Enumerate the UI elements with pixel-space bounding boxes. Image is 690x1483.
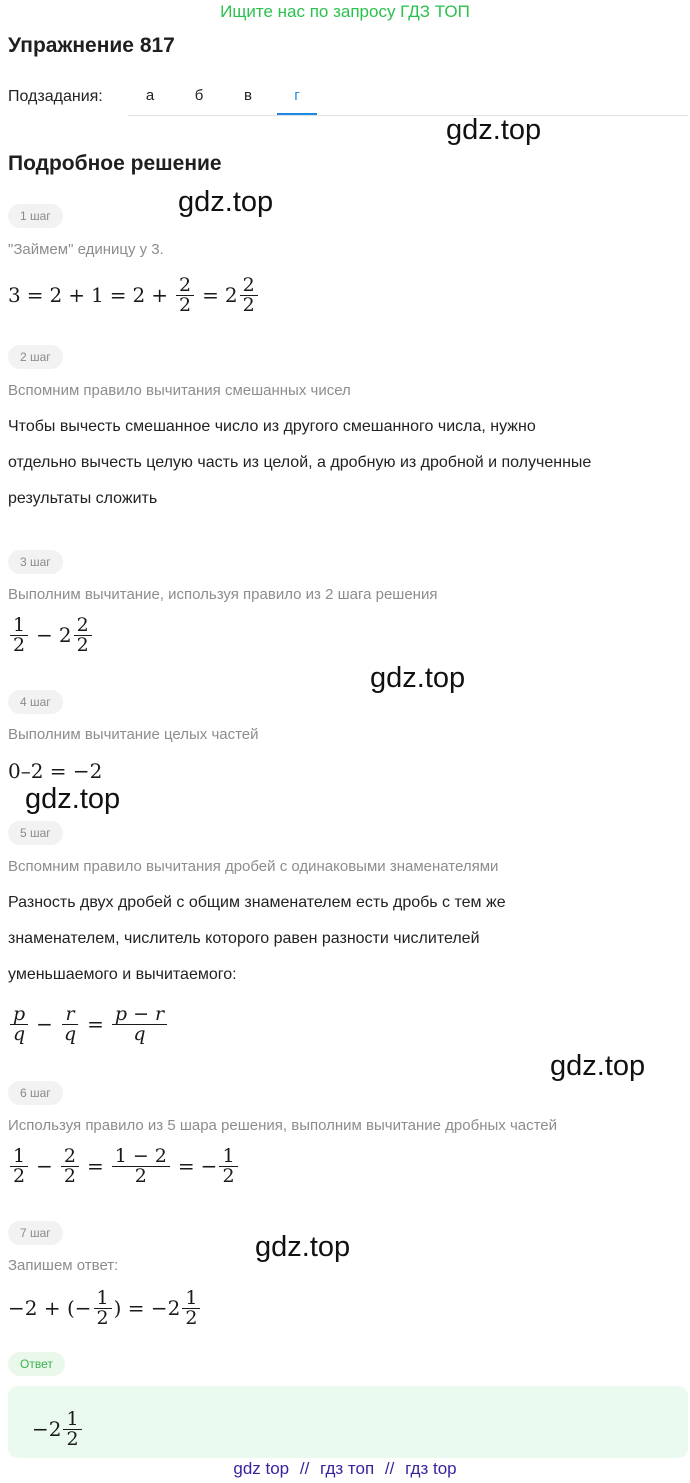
step-hint: "Займем" единицу у 3. — [8, 241, 164, 258]
section-title: Подробное решение — [8, 152, 222, 175]
formula-step-3: $\frac{1}{2}$ − 2 $\frac{2}{2}$ — [8, 610, 94, 660]
page-title: Упражнение 817 — [8, 34, 175, 57]
step-hint: Выполним вычитание, используя правило из 2 шага решения — [8, 586, 438, 603]
formula-step-1: 3 = 2 + 1 = 2 + $\frac{2}{2}$ = 2 $\frac{2}{2}$ — [8, 270, 260, 320]
formula-step-7: −2 + (− $\frac{1}{2}$ ) = −2 $\frac{1}{2}$ — [8, 1282, 202, 1334]
formula-step-4: 0–2 = −2 — [8, 759, 103, 783]
answer-value: −2 $\frac{1}{2}$ — [32, 1404, 84, 1454]
tab-a[interactable]: а — [145, 87, 155, 104]
tab-v[interactable]: в — [244, 87, 252, 104]
formula-step-5: $\frac{p}{q}$ − $\frac{r}{q}$ = $\frac{p - r}{q}$ — [8, 998, 169, 1050]
rule-text: Чтобы вычесть смешанное число из другого смешанного числа, нужно отдельно вычесть целую часть из целой, а дробную из дробной и полученные результаты сложить — [8, 418, 592, 507]
footer-link[interactable]: гдз top — [405, 1459, 457, 1478]
step-badge: 4 шаг — [8, 690, 63, 714]
footer-link[interactable]: gdz top — [233, 1459, 290, 1478]
tab-g[interactable]: г — [277, 84, 317, 115]
tab-b[interactable]: б — [194, 87, 204, 104]
footer-separator: // — [299, 1459, 310, 1478]
watermark: gdz.top — [550, 1050, 646, 1082]
footer-separator: // — [384, 1459, 395, 1478]
step-hint: Вспомним правило вычитания дробей с одинаковыми знаменателями — [8, 858, 499, 875]
watermark: gdz.top — [370, 662, 466, 694]
subtasks-label: Подзадания: — [8, 88, 103, 105]
footer-links — [0, 1459, 690, 1479]
watermark: gdz.top — [178, 186, 274, 218]
watermark: gdz.top — [255, 1231, 351, 1263]
step-badge: 5 шаг — [8, 821, 63, 845]
step-hint: Выполним вычитание целых частей — [8, 726, 259, 743]
step-hint: Используя правило из 5 шара решения, выполним вычитание дробных частей — [8, 1117, 558, 1134]
step-badge: 2 шаг — [8, 345, 63, 369]
footer-link[interactable]: гдз топ — [320, 1459, 375, 1478]
watermark: gdz.top — [25, 783, 121, 815]
rule-text: Разность двух дробей с общим знаменателем есть дробь с тем же знаменателем, числитель которого равен разности числителей уменьшаемого и вычитаемого: — [8, 894, 506, 983]
formula-step-6: $\frac{1}{2}$ − $\frac{2}{2}$ = $\frac{1 - 2}{2}$ = − $\frac{1}{2}$ — [8, 1140, 240, 1192]
step-badge: 3 шаг — [8, 550, 63, 574]
step-hint: Запишем ответ: — [8, 1257, 119, 1274]
watermark: gdz.top — [446, 114, 542, 146]
promo-banner: Ищите нас по запросу ГДЗ ТОП — [220, 2, 470, 21]
subtask-tabs — [128, 84, 688, 116]
answer-badge: Ответ — [8, 1352, 65, 1376]
step-badge: 7 шаг — [8, 1221, 63, 1245]
step-hint: Вспомним правило вычитания смешанных чисел — [8, 382, 351, 399]
answer-box — [8, 1386, 688, 1458]
step-badge: 6 шаг — [8, 1081, 63, 1105]
step-badge: 1 шаг — [8, 204, 63, 228]
